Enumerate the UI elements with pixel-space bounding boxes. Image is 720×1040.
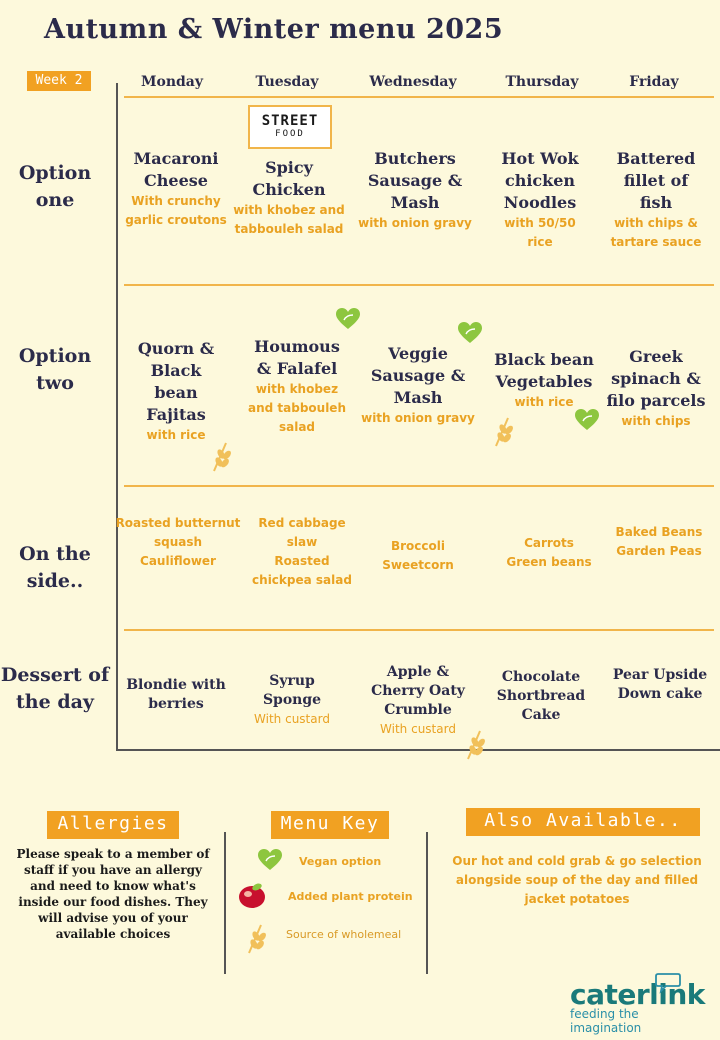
menu-cell-option-one-wednesday: [355, 148, 475, 233]
menu-cell-option-two-friday: [600, 346, 712, 431]
side-item: Red cabbage slaw: [258, 516, 346, 549]
menu-cell-option-two-tuesday: [238, 336, 356, 437]
also-available-title: Also Available..: [466, 808, 700, 836]
menu-cell-side-wednesday: [358, 537, 478, 575]
dish-accompaniment: with rice: [146, 428, 206, 442]
day-header-friday: Friday: [629, 74, 679, 90]
dish-accompaniment: With crunchy garlic croutons: [125, 194, 227, 227]
wholemeal-wheat-icon: [245, 922, 267, 954]
dish-accompaniment: with chips: [621, 414, 691, 428]
key-label-vegan: Vegan option: [299, 855, 382, 868]
footer-divider: [426, 832, 428, 974]
dish-accompaniment: with khobez and tabbouleh salad: [247, 382, 346, 434]
menu-cell-dessert-friday: [601, 666, 719, 704]
dish-name: Veggie Sausage & Mash: [370, 344, 466, 407]
wholemeal-wheat-icon: [210, 440, 232, 472]
menu-cell-side-friday: [599, 523, 719, 561]
day-header-wednesday: Wednesday: [369, 74, 457, 90]
vegan-heart-icon: [574, 408, 600, 432]
menu-cell-option-one-thursday: [484, 148, 596, 252]
dish-accompaniment: with rice: [514, 395, 574, 409]
day-header-tuesday: Tuesday: [255, 74, 319, 90]
dish-name: Hot Wok chicken Noodles: [501, 149, 579, 212]
side-item: Sweetcorn: [382, 558, 454, 572]
row-divider: [124, 629, 714, 631]
menu-key-title: Menu Key: [271, 811, 389, 839]
dessert-name: Apple & Cherry Oaty Crumble: [371, 664, 465, 718]
dessert-name: Chocolate Shortbread Cake: [496, 669, 586, 723]
dish-name: Houmous & Falafel: [254, 337, 340, 378]
side-item: Green beans: [506, 555, 592, 569]
wholemeal-wheat-icon: [492, 415, 514, 447]
menu-cell-side-monday: [114, 514, 242, 571]
grid-bottom-line: [116, 749, 720, 751]
plant-protein-bean-icon: [237, 882, 267, 910]
menu-cell-option-two-thursday: [484, 349, 604, 412]
row-divider: [124, 284, 714, 286]
dessert-name: Syrup Sponge: [262, 673, 322, 708]
menu-cell-dessert-monday: [117, 676, 235, 714]
side-item: Roasted chickpea salad: [252, 554, 352, 587]
street-food-bottom: FOOD: [275, 129, 305, 139]
menu-cell-dessert-wednesday: [358, 663, 478, 739]
menu-cell-option-two-wednesday: [358, 343, 478, 428]
vegan-heart-icon: [457, 321, 483, 345]
side-item: Baked Beans: [615, 525, 703, 539]
street-food-top: STREET: [261, 113, 319, 129]
menu-cell-option-two-monday: [117, 338, 235, 445]
row-label-option-two: Option two: [18, 345, 92, 394]
menu-cell-side-thursday: [489, 534, 609, 572]
row-divider: [124, 485, 714, 487]
logo-brand: caterlink: [570, 978, 705, 1011]
dish-name: Quorn & Black bean Fajitas: [137, 339, 215, 424]
page-title: Autumn & Winter menu 2025: [44, 14, 504, 45]
wholemeal-wheat-icon: [464, 728, 486, 760]
dish-name: Macaroni Cheese: [133, 149, 219, 190]
dish-accompaniment: with onion gravy: [361, 411, 475, 425]
day-header-monday: Monday: [140, 74, 203, 90]
menu-cell-side-tuesday: [243, 514, 361, 590]
dish-accompaniment: with onion gravy: [358, 216, 472, 230]
speech-bubble-icon: [654, 972, 682, 994]
allergies-text: Please speak to a member of staff if you have an allergy and need to know what's inside our food dishes. They will advise you of your available choices: [16, 847, 210, 941]
menu-cell-option-one-friday: [600, 148, 712, 252]
row-label-option-one: Option one: [18, 162, 92, 211]
menu-cell-dessert-thursday: [481, 668, 601, 725]
row-label-on-the-side: On the side..: [19, 543, 91, 592]
side-item: Garden Peas: [616, 544, 702, 558]
dish-name: Spicy Chicken: [252, 158, 326, 199]
key-label-plant-protein: Added plant protein: [288, 890, 413, 903]
day-header-thursday: Thursday: [505, 74, 579, 90]
footer-divider: [224, 832, 226, 974]
menu-cell-dessert-tuesday: [233, 672, 351, 729]
key-label-wholemeal: Source of wholemeal: [286, 928, 402, 941]
dessert-accompaniment: With custard: [380, 722, 456, 736]
week-tag: Week 2: [27, 71, 91, 91]
dish-accompaniment: with khobez and tabbouleh salad: [233, 203, 345, 236]
side-item: Roasted butternut squash: [115, 516, 241, 549]
menu-cell-option-one-monday: [117, 148, 235, 230]
caterlink-logo: [570, 978, 710, 1035]
dish-name: Battered fillet of fish: [616, 149, 696, 212]
row-label-dessert: Dessert of the day: [0, 664, 110, 713]
vegan-heart-icon: [335, 307, 361, 331]
dish-accompaniment: with 50/50 rice: [504, 216, 576, 249]
menu-cell-option-one-tuesday: [230, 157, 348, 239]
dish-name: Greek spinach & filo parcels: [606, 347, 706, 410]
also-available-text: Our hot and cold grab & go selection alongside soup of the day and filled jacket potatoes: [452, 854, 702, 906]
dessert-name: Pear Upside Down cake: [612, 667, 708, 702]
dish-name: Black bean Vegetables: [494, 350, 594, 391]
allergies-title: Allergies: [47, 811, 179, 839]
side-item: Carrots: [524, 536, 574, 550]
vegan-heart-icon: [257, 848, 283, 872]
logo-tagline: feeding the imagination: [570, 1007, 642, 1035]
street-food-logo: [248, 105, 332, 149]
dish-accompaniment: with chips & tartare sauce: [610, 216, 702, 249]
side-item: Cauliflower: [140, 554, 216, 568]
dessert-name: Blondie with berries: [126, 677, 226, 712]
header-divider: [124, 96, 714, 98]
dish-name: Butchers Sausage & Mash: [367, 149, 463, 212]
dessert-accompaniment: With custard: [254, 712, 330, 726]
side-item: Broccoli: [390, 539, 445, 553]
